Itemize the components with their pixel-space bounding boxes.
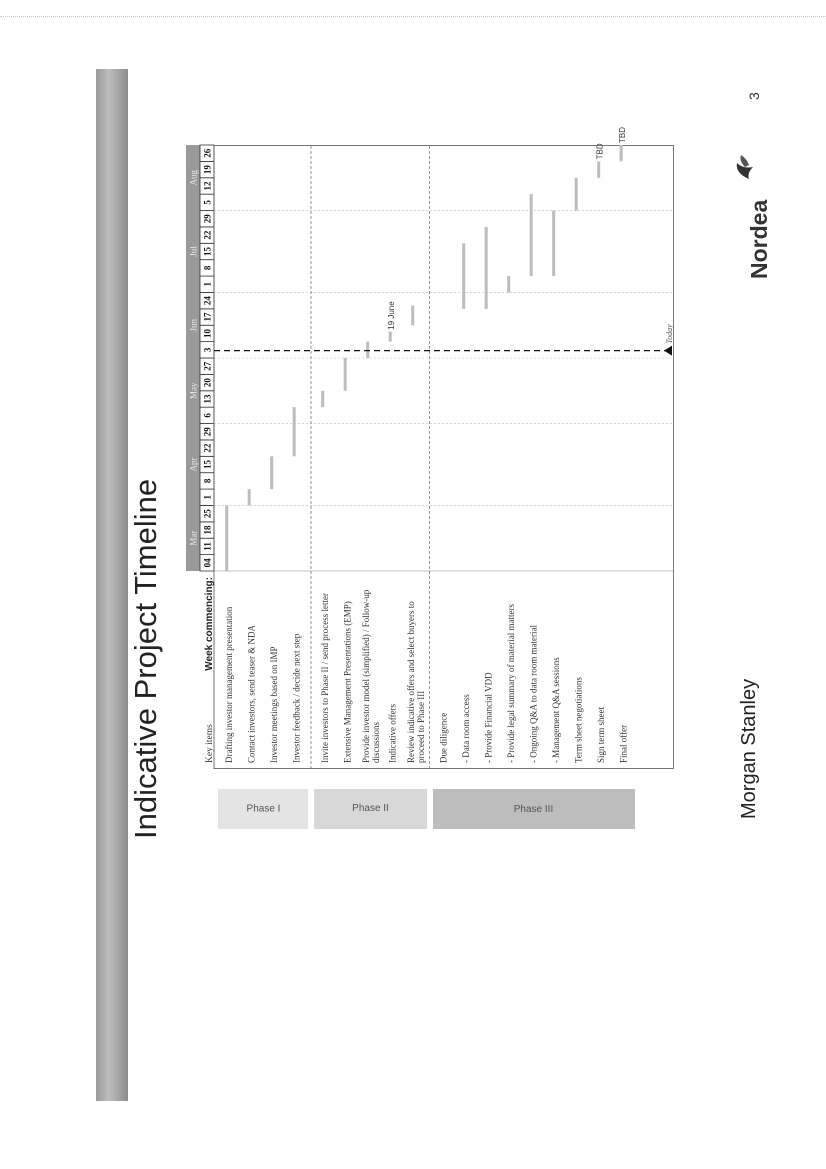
phase-tab — [314, 789, 427, 829]
week-label: 15 — [202, 247, 213, 256]
week-label: 20 — [202, 378, 213, 388]
task-label: Extensive Management Presentations (EMP) — [342, 601, 353, 763]
task-label: Investor feedback / decide next step — [291, 633, 302, 763]
month-label: Aug — [188, 170, 199, 186]
week-commencing-label: Week commencing: — [204, 577, 215, 671]
month-label: Mar — [188, 530, 199, 546]
task-label: - Provide Financial VDD — [483, 672, 494, 763]
morgan-stanley-logo: Morgan Stanley — [738, 678, 760, 819]
task-label: Drafting investor management presentation — [223, 606, 234, 763]
week-label: 18 — [202, 525, 213, 535]
phase-tab — [433, 789, 636, 829]
week-label: 3 — [202, 347, 213, 353]
task-label: Final offer — [618, 724, 629, 763]
week-label: 29 — [202, 427, 213, 437]
month-label: May — [188, 382, 199, 400]
key-items-label: Key items — [205, 724, 215, 763]
week-label: 15 — [202, 460, 213, 469]
task-bar — [225, 505, 228, 571]
task-label: - Provide legal summary of material matters — [505, 604, 516, 763]
task-bar — [366, 342, 369, 358]
task-bar — [507, 276, 510, 292]
task-bar — [552, 211, 555, 277]
week-label: 22 — [202, 443, 213, 453]
phase-tab-label: Phase II — [351, 803, 389, 815]
today-label: Today — [665, 324, 674, 344]
task-note: TBD — [595, 143, 605, 160]
phase-tab-label: Phase I — [246, 803, 280, 815]
task-note: TBD — [617, 127, 627, 143]
week-label: 11 — [202, 542, 213, 551]
week-label: 8 — [202, 478, 213, 484]
page-title: Indicative Project Timeline — [128, 478, 163, 839]
page-number: 3 — [746, 92, 762, 100]
month-label: Jun — [188, 318, 199, 332]
task-bar — [270, 456, 273, 489]
month-label: Apr — [188, 457, 199, 472]
week-label: 22 — [202, 230, 213, 240]
task-label: Review indicative offers and select buyers to — [405, 601, 416, 763]
week-label: 04 — [202, 558, 213, 568]
task-label: discussions — [370, 721, 381, 763]
task-label: Due diligence — [438, 712, 449, 763]
nordea-logo: Nordea — [746, 199, 772, 279]
week-label: 27 — [202, 361, 213, 371]
task-bar — [575, 178, 578, 211]
task-bar — [293, 407, 296, 456]
task-label: Investor meetings based on IMP — [268, 646, 279, 763]
week-label: 29 — [202, 214, 213, 224]
task-label: Term sheet negotiations — [573, 677, 584, 763]
task-label: - Data room access — [460, 694, 471, 763]
task-bar — [462, 243, 465, 309]
week-label: 10 — [202, 328, 213, 338]
task-label: Indicative offers — [387, 703, 398, 763]
task-label: - Ongoing Q&A to data room material — [528, 625, 539, 763]
month-label: Jul — [188, 246, 199, 257]
phase-tab — [218, 789, 308, 829]
week-label: 24 — [202, 296, 213, 306]
week-label: 8 — [202, 265, 213, 271]
week-label: 13 — [202, 394, 213, 404]
week-label: 25 — [202, 509, 213, 519]
week-label: 12 — [202, 181, 213, 191]
week-label: 5 — [202, 200, 213, 205]
task-bar — [620, 145, 623, 161]
title-banner — [96, 69, 128, 1101]
task-label: Invite investors to Phase II / send process letter — [319, 593, 330, 763]
task-bar — [248, 489, 251, 505]
side-line — [0, 15, 826, 17]
task-bar — [530, 194, 533, 276]
task-bar — [344, 358, 347, 391]
month-header-band — [186, 145, 200, 571]
task-bar — [597, 161, 600, 177]
week-label: 1 — [202, 282, 213, 287]
task-bar — [389, 332, 392, 342]
task-bar — [411, 306, 414, 326]
task-label: proceed to Phase III — [415, 690, 426, 763]
task-label: - Management Q&A sessions — [550, 657, 561, 763]
task-label: Contact investors, send teaser & NDA — [246, 625, 257, 763]
task-bar — [321, 391, 324, 407]
week-label: 6 — [202, 413, 213, 418]
nordea-logo-icon — [733, 153, 755, 181]
week-label: 1 — [202, 495, 213, 500]
week-label: 17 — [202, 312, 213, 322]
gantt-frame — [214, 146, 674, 769]
phase-tab-label: Phase III — [514, 803, 554, 815]
week-label: 19 — [202, 165, 213, 175]
gantt-chart — [186, 127, 674, 769]
week-label: 26 — [202, 148, 213, 158]
today-marker-icon — [664, 346, 672, 356]
task-label: Sign term sheet — [595, 707, 606, 763]
task-label: Provide investor model (simplified) / Follow-up — [360, 589, 371, 763]
task-note: 19 June — [386, 301, 396, 330]
task-bar — [485, 227, 488, 309]
